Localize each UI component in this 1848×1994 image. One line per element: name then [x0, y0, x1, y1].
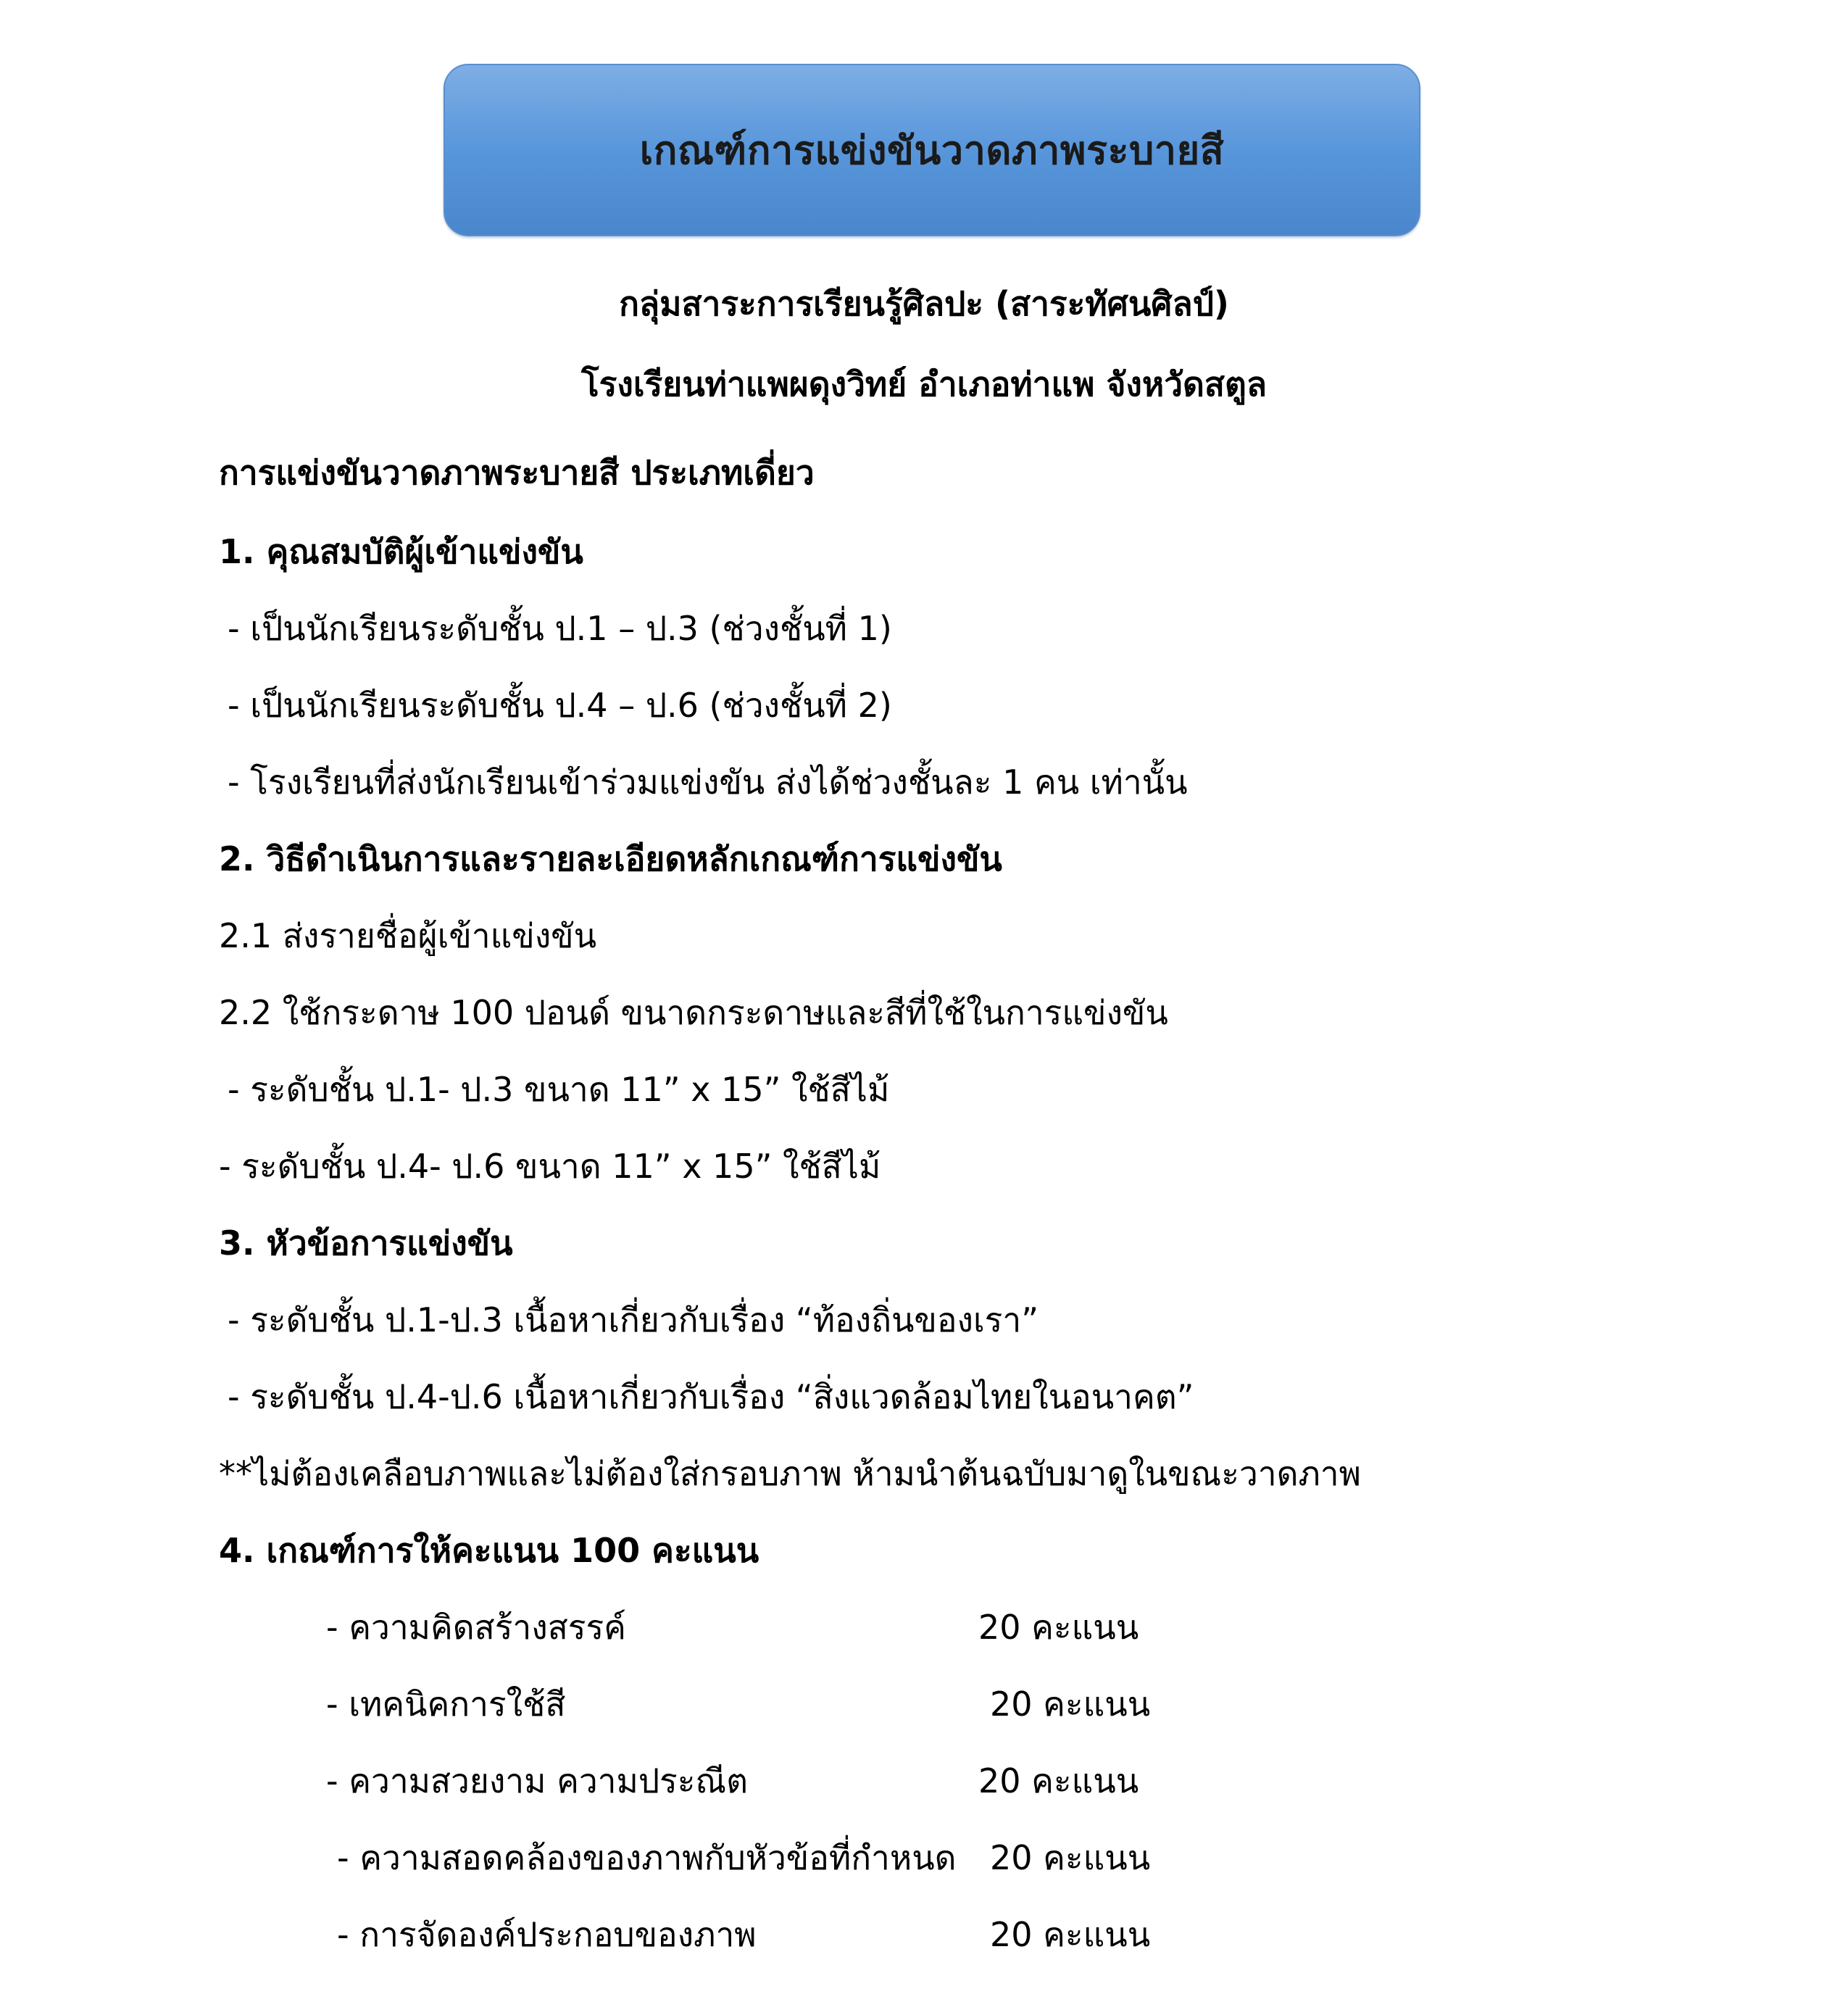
document-title: เกณฑ์การแข่งขันวาดภาพระบายสี [639, 128, 1225, 173]
section2-item: - ระดับชั้น ป.4- ป.6 ขนาด 11” x 15” ใช้สีไม้ [219, 1147, 881, 1186]
section3-note: **ไม่ต้องเคลือบภาพและไม่ต้องใส่กรอบภาพ ห้ามนำต้นฉบับมาดูในขณะวาดภาพ [219, 1454, 1361, 1493]
criterion-score: 20 คะแนน [978, 1608, 1139, 1647]
section1-item: - โรงเรียนที่ส่งนักเรียนเข้าร่วมแข่งขัน ส่งได้ช่วงชั้นละ 1 คน เท่านั้น [228, 763, 1188, 802]
section2-item: 2.2 ใช้กระดาษ 100 ปอนด์ ขนาดกระดาษและสีที่ใช้ในการแข่งขัน [219, 993, 1168, 1032]
criterion-score: 20 คะแนน [990, 1915, 1151, 1954]
title-banner [444, 64, 1420, 236]
criterion-label: - ความสอดคล้องของภาพกับหัวข้อที่กำหนด [337, 1838, 957, 1877]
subtitle-subject-group: กลุ่มสาระการเรียนรู้ศิลปะ (สาระทัศนศิลป์) [619, 284, 1229, 323]
criterion-score: 20 คะแนน [978, 1761, 1139, 1800]
criterion-label: - เทคนิคการใช้สี [326, 1684, 566, 1724]
section1-heading: 1. คุณสมบัติผู้เข้าแข่งขัน [219, 532, 583, 571]
section1-item: - เป็นนักเรียนระดับชั้น ป.1 – ป.3 (ช่วงชั้นที่ 1) [228, 609, 892, 648]
criterion-label: - ความคิดสร้างสรรค์ [326, 1608, 626, 1647]
subtitle-school: โรงเรียนท่าแพผดุงวิทย์ อำเภอท่าแพ จังหวัดสตูล [580, 365, 1268, 404]
competition-type: การแข่งขันวาดภาพระบายสี ประเภทเดี่ยว [219, 453, 815, 492]
section2-item: 2.1 ส่งรายชื่อผู้เข้าแข่งขัน [219, 916, 597, 955]
criterion-label: - ความสวยงาม ความประณีต [326, 1761, 748, 1800]
criterion-score: 20 คะแนน [990, 1838, 1151, 1877]
section3-item: - ระดับชั้น ป.4-ป.6 เนื้อหาเกี่ยวกับเรื่อง “สิ่งแวดล้อมไทยในอนาคต” [228, 1377, 1194, 1416]
section2-heading: 2. วิธีดำเนินการและรายละเอียดหลักเกณฑ์การแข่งขัน [219, 839, 1002, 878]
section2-item: - ระดับชั้น ป.1- ป.3 ขนาด 11” x 15” ใช้สีไม้ [228, 1070, 890, 1109]
section3-item: - ระดับชั้น ป.1-ป.3 เนื้อหาเกี่ยวกับเรื่อง “ท้องถิ่นของเรา” [228, 1300, 1039, 1339]
criterion-label: - การจัดองค์ประกอบของภาพ [337, 1915, 757, 1954]
section1-item: - เป็นนักเรียนระดับชั้น ป.4 – ป.6 (ช่วงชั้นที่ 2) [228, 686, 892, 725]
section4-heading: 4. เกณฑ์การให้คะแนน 100 คะแนน [219, 1531, 759, 1570]
section3-heading: 3. หัวข้อการแข่งขัน [219, 1224, 513, 1263]
criterion-score: 20 คะแนน [990, 1684, 1151, 1724]
